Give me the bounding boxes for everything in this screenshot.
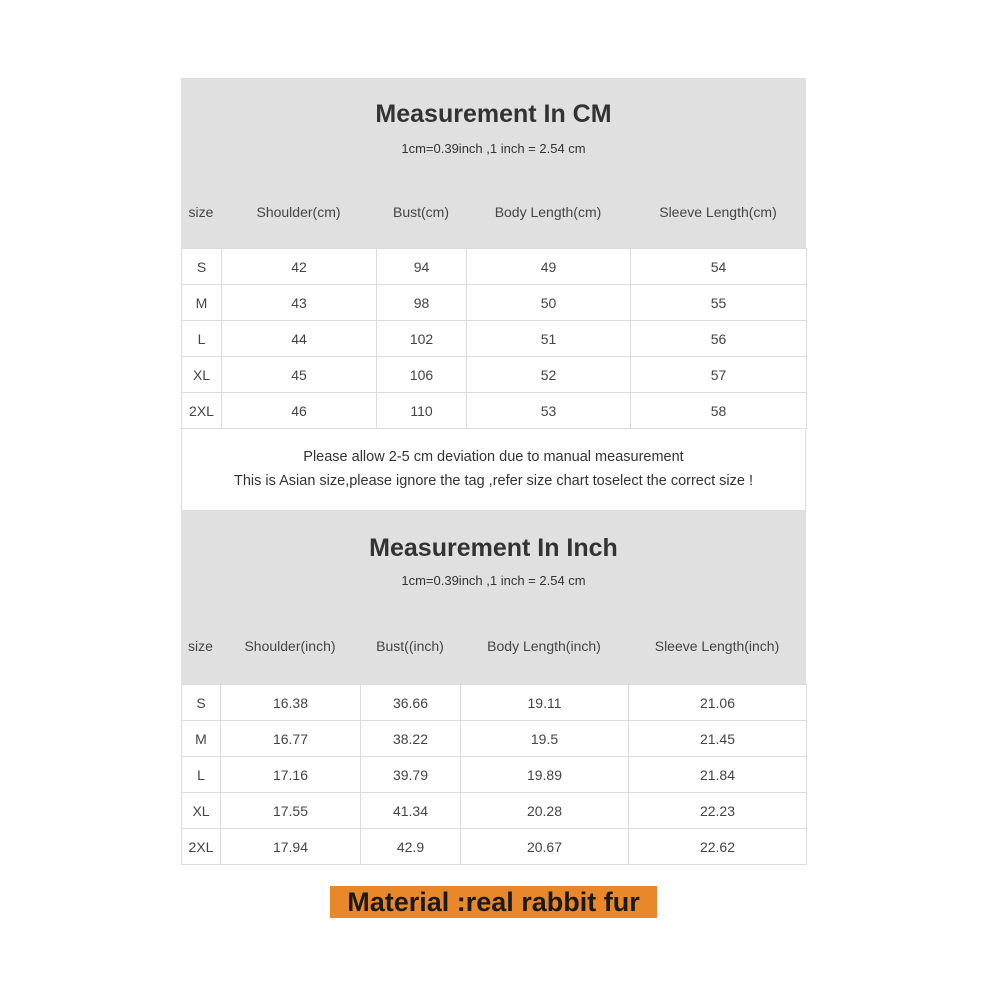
body-length-cell: 52 bbox=[467, 357, 631, 393]
sleeve-length-cell: 22.62 bbox=[629, 829, 807, 865]
inch-header-size: size bbox=[188, 638, 213, 654]
material-label: Material :real rabbit fur bbox=[330, 886, 657, 918]
bust-cell: 36.66 bbox=[361, 685, 461, 721]
cm-header-shoulder: Shoulder(cm) bbox=[256, 204, 341, 220]
table-row bbox=[182, 285, 807, 321]
shoulder-cell: 17.55 bbox=[221, 793, 361, 829]
size-cell: S bbox=[182, 249, 222, 285]
shoulder-cell: 42 bbox=[222, 249, 377, 285]
bust-cell: 42.9 bbox=[361, 829, 461, 865]
bust-cell: 98 bbox=[377, 285, 467, 321]
body-length-cell: 20.28 bbox=[461, 793, 629, 829]
table-row bbox=[182, 321, 807, 357]
inch-header-shoulder: Shoulder(inch) bbox=[244, 638, 336, 654]
sleeve-length-cell: 21.45 bbox=[629, 721, 807, 757]
cm-column-headers bbox=[181, 204, 806, 220]
table-row bbox=[182, 685, 807, 721]
shoulder-cell: 44 bbox=[222, 321, 377, 357]
size-cell: L bbox=[182, 321, 222, 357]
cm-header-bust: Bust(cm) bbox=[393, 204, 449, 220]
bust-cell: 38.22 bbox=[361, 721, 461, 757]
body-length-cell: 51 bbox=[467, 321, 631, 357]
sleeve-length-cell: 22.23 bbox=[629, 793, 807, 829]
inch-size-chart bbox=[181, 510, 806, 865]
bust-cell: 39.79 bbox=[361, 757, 461, 793]
size-cell: XL bbox=[182, 793, 221, 829]
cm-header-sleeve-length: Sleeve Length(cm) bbox=[659, 204, 777, 220]
shoulder-cell: 45 bbox=[222, 357, 377, 393]
table-row bbox=[182, 721, 807, 757]
cm-chart-subtitle: 1cm=0.39inch ,1 inch = 2.54 cm bbox=[401, 141, 586, 156]
shoulder-cell: 16.38 bbox=[221, 685, 361, 721]
cm-header-size: size bbox=[188, 204, 214, 220]
inch-header-body-length: Body Length(inch) bbox=[487, 638, 601, 654]
shoulder-cell: 17.16 bbox=[221, 757, 361, 793]
sleeve-length-cell: 21.06 bbox=[629, 685, 807, 721]
table-row bbox=[182, 829, 807, 865]
bust-cell: 106 bbox=[377, 357, 467, 393]
inch-size-table bbox=[181, 684, 807, 865]
cm-chart-title: Measurement In CM bbox=[375, 100, 612, 128]
shoulder-cell: 17.94 bbox=[221, 829, 361, 865]
sleeve-length-cell: 54 bbox=[631, 249, 807, 285]
size-cell: M bbox=[182, 721, 221, 757]
shoulder-cell: 16.77 bbox=[221, 721, 361, 757]
sleeve-length-cell: 58 bbox=[631, 393, 807, 429]
cm-size-table bbox=[181, 248, 807, 429]
body-length-cell: 53 bbox=[467, 393, 631, 429]
sleeve-length-cell: 21.84 bbox=[629, 757, 807, 793]
bust-cell: 94 bbox=[377, 249, 467, 285]
sleeve-length-cell: 56 bbox=[631, 321, 807, 357]
body-length-cell: 50 bbox=[467, 285, 631, 321]
inch-header-sleeve-length: Sleeve Length(inch) bbox=[654, 638, 780, 654]
cm-size-chart bbox=[181, 78, 806, 429]
body-length-cell: 20.67 bbox=[461, 829, 629, 865]
size-cell: XL bbox=[182, 357, 222, 393]
size-cell: M bbox=[182, 285, 222, 321]
inch-header-bust: Bust((inch) bbox=[376, 638, 444, 654]
bust-cell: 102 bbox=[377, 321, 467, 357]
deviation-note: Please allow 2-5 cm deviation due to manual measurement bbox=[303, 449, 684, 465]
inch-column-headers bbox=[181, 638, 806, 654]
table-row bbox=[182, 793, 807, 829]
size-cell: 2XL bbox=[182, 393, 222, 429]
table-row bbox=[182, 393, 807, 429]
asian-size-note: This is Asian size,please ignore the tag ,refer size chart toselect the correct size ! bbox=[233, 473, 754, 489]
size-cell: L bbox=[182, 757, 221, 793]
bust-cell: 110 bbox=[377, 393, 467, 429]
inch-chart-header bbox=[181, 510, 806, 684]
body-length-cell: 49 bbox=[467, 249, 631, 285]
size-note bbox=[181, 430, 806, 510]
sleeve-length-cell: 57 bbox=[631, 357, 807, 393]
size-cell: 2XL bbox=[182, 829, 221, 865]
table-row bbox=[182, 249, 807, 285]
sleeve-length-cell: 55 bbox=[631, 285, 807, 321]
inch-chart-subtitle: 1cm=0.39inch ,1 inch = 2.54 cm bbox=[401, 573, 586, 588]
bust-cell: 41.34 bbox=[361, 793, 461, 829]
shoulder-cell: 46 bbox=[222, 393, 377, 429]
body-length-cell: 19.89 bbox=[461, 757, 629, 793]
cm-chart-header bbox=[181, 78, 806, 248]
body-length-cell: 19.11 bbox=[461, 685, 629, 721]
inch-chart-title: Measurement In Inch bbox=[369, 534, 618, 562]
cm-header-body-length: Body Length(cm) bbox=[494, 204, 602, 220]
table-row bbox=[182, 757, 807, 793]
table-row bbox=[182, 357, 807, 393]
shoulder-cell: 43 bbox=[222, 285, 377, 321]
body-length-cell: 19.5 bbox=[461, 721, 629, 757]
size-cell: S bbox=[182, 685, 221, 721]
